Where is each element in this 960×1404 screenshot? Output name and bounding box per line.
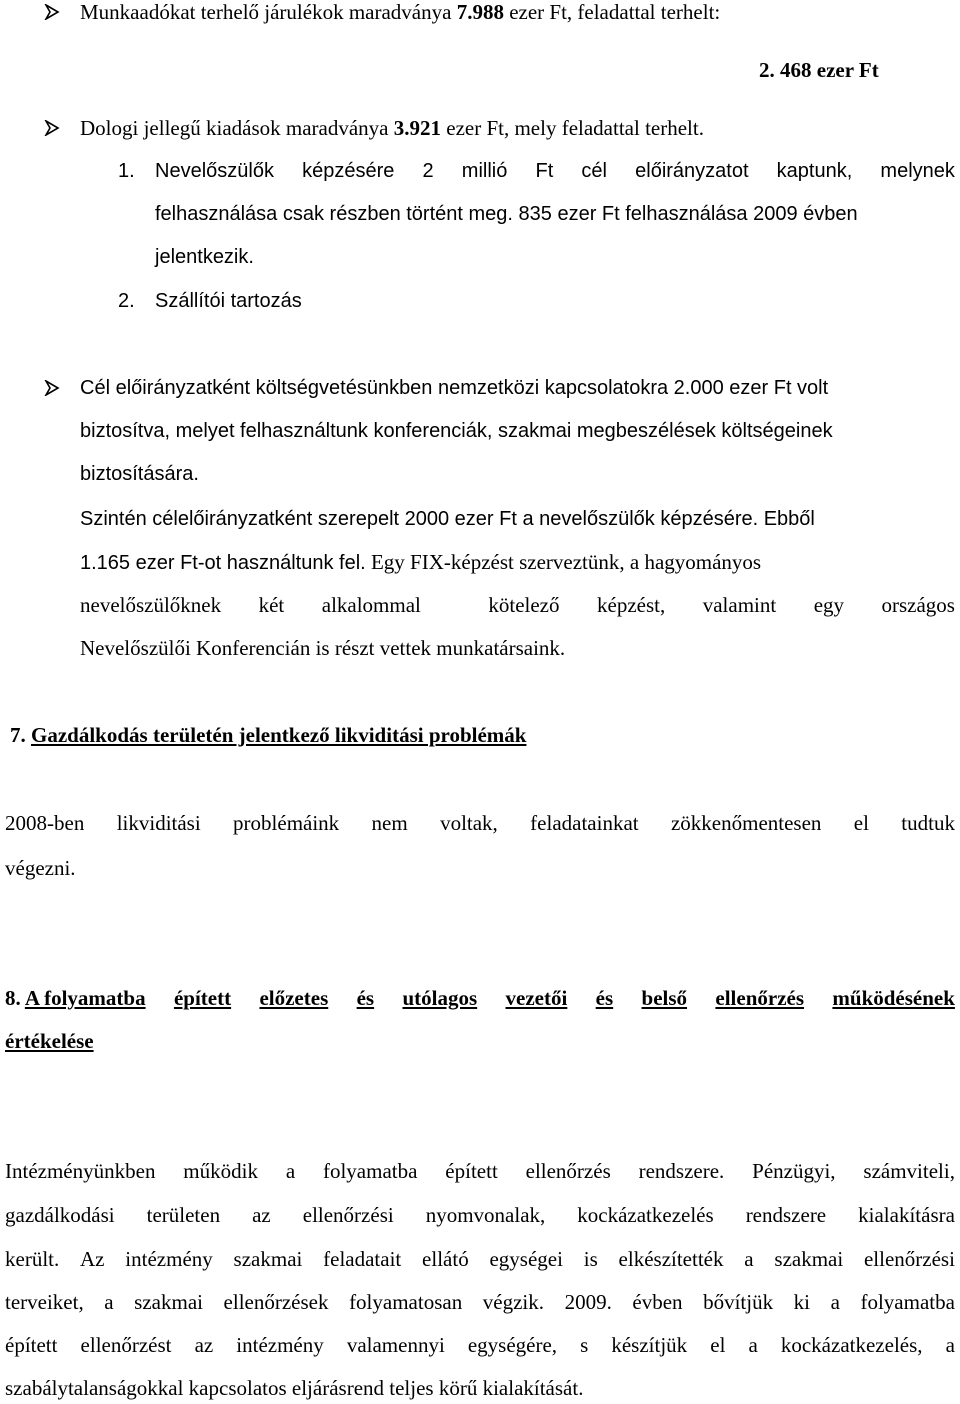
paragraph-line: Szintén célelőirányzatként szerepelt 2000 ezer Ft a nevelőszülők képzésére. Ebből — [80, 508, 815, 530]
paragraph-line: nevelőszülőknek két alkalommal kötelező képzést, valamint egy országos — [80, 593, 955, 617]
bullet-line-1-amount: 2. 468 ezer Ft — [759, 58, 879, 82]
paragraph-line: került. Az intézmény szakmai feladatait ellátó egységei is elkészítették a szakmai ellenőrzési — [5, 1247, 955, 1271]
paragraph-line: épített ellenőrzést az intézmény valamennyi egységére, s készítjük el a kockázatkezelés, a — [5, 1333, 955, 1357]
section-heading: 8. A folyamatba épített előzetes és utólagos vezetői és belső ellenőrzés működésének — [5, 986, 955, 1010]
bullet-line-2: Dologi jellegű kiadások maradványa 3.921 ezer Ft, mely feladattal terhelt. — [80, 116, 704, 140]
paragraph-line: szabálytalanságokkal kapcsolatos eljárásrend teljes körű kialakítását. — [5, 1376, 584, 1400]
sub-item-1-line-2: felhasználása csak részben történt meg. 835 ezer Ft felhasználása 2009 évben — [155, 203, 858, 225]
paragraph-line: 2008-ben likviditási problémáink nem voltak, feladatainkat zökkenőmentesen el tudtuk — [5, 811, 955, 835]
sub-item-1-line-3: jelentkezik. — [155, 246, 254, 268]
section-heading: 7. Gazdálkodás területén jelentkező likviditási problémák — [10, 723, 527, 747]
sub-item-1-line-1: Nevelőszülők képzésére 2 millió Ft cél előirányzatot kaptunk, melynek — [155, 160, 955, 182]
sub-item-number: 1. — [118, 160, 135, 182]
sub-item-2-text: Szállítói tartozás — [155, 290, 302, 312]
paragraph-line: 1.165 ezer Ft-ot használtunk fel. Egy FIX-képzést szerveztünk, a hagyományos — [80, 550, 762, 574]
paragraph-line: végezni. — [5, 856, 76, 880]
bullet-line-3-cont: biztosítására. — [80, 463, 199, 485]
paragraph-line: terveiket, a szakmai ellenőrzések folyamatosan végzik. 2009. évben bővítjük ki a folyamatba — [5, 1290, 955, 1314]
paragraph-line: Intézményünkben működik a folyamatba épített ellenőrzés rendszere. Pénzügyi, számviteli, — [5, 1159, 955, 1183]
sub-item-number: 2. — [118, 290, 135, 312]
arrow-bullet-icon — [44, 380, 60, 396]
paragraph-line: Nevelőszülői Konferencián is részt vettek munkatársaink. — [80, 636, 566, 660]
arrow-bullet-icon — [44, 4, 60, 20]
section-heading-cont: értékelése — [5, 1029, 94, 1053]
paragraph-line: gazdálkodási területen az ellenőrzési nyomvonalak, kockázatkezelés rendszere kialakításra — [5, 1203, 955, 1227]
bullet-line-3-cont: biztosítva, melyet felhasználtunk konferenciák, szakmai megbeszélések költségeinek — [80, 420, 833, 442]
bullet-line-3: Cél előirányzatként költségvetésünkben nemzetközi kapcsolatokra 2.000 ezer Ft volt — [80, 377, 829, 399]
bullet-line-1: Munkaadókat terhelő járulékok maradványa 7.988 ezer Ft, feladattal terhelt: — [80, 0, 721, 24]
arrow-bullet-icon — [44, 120, 60, 136]
